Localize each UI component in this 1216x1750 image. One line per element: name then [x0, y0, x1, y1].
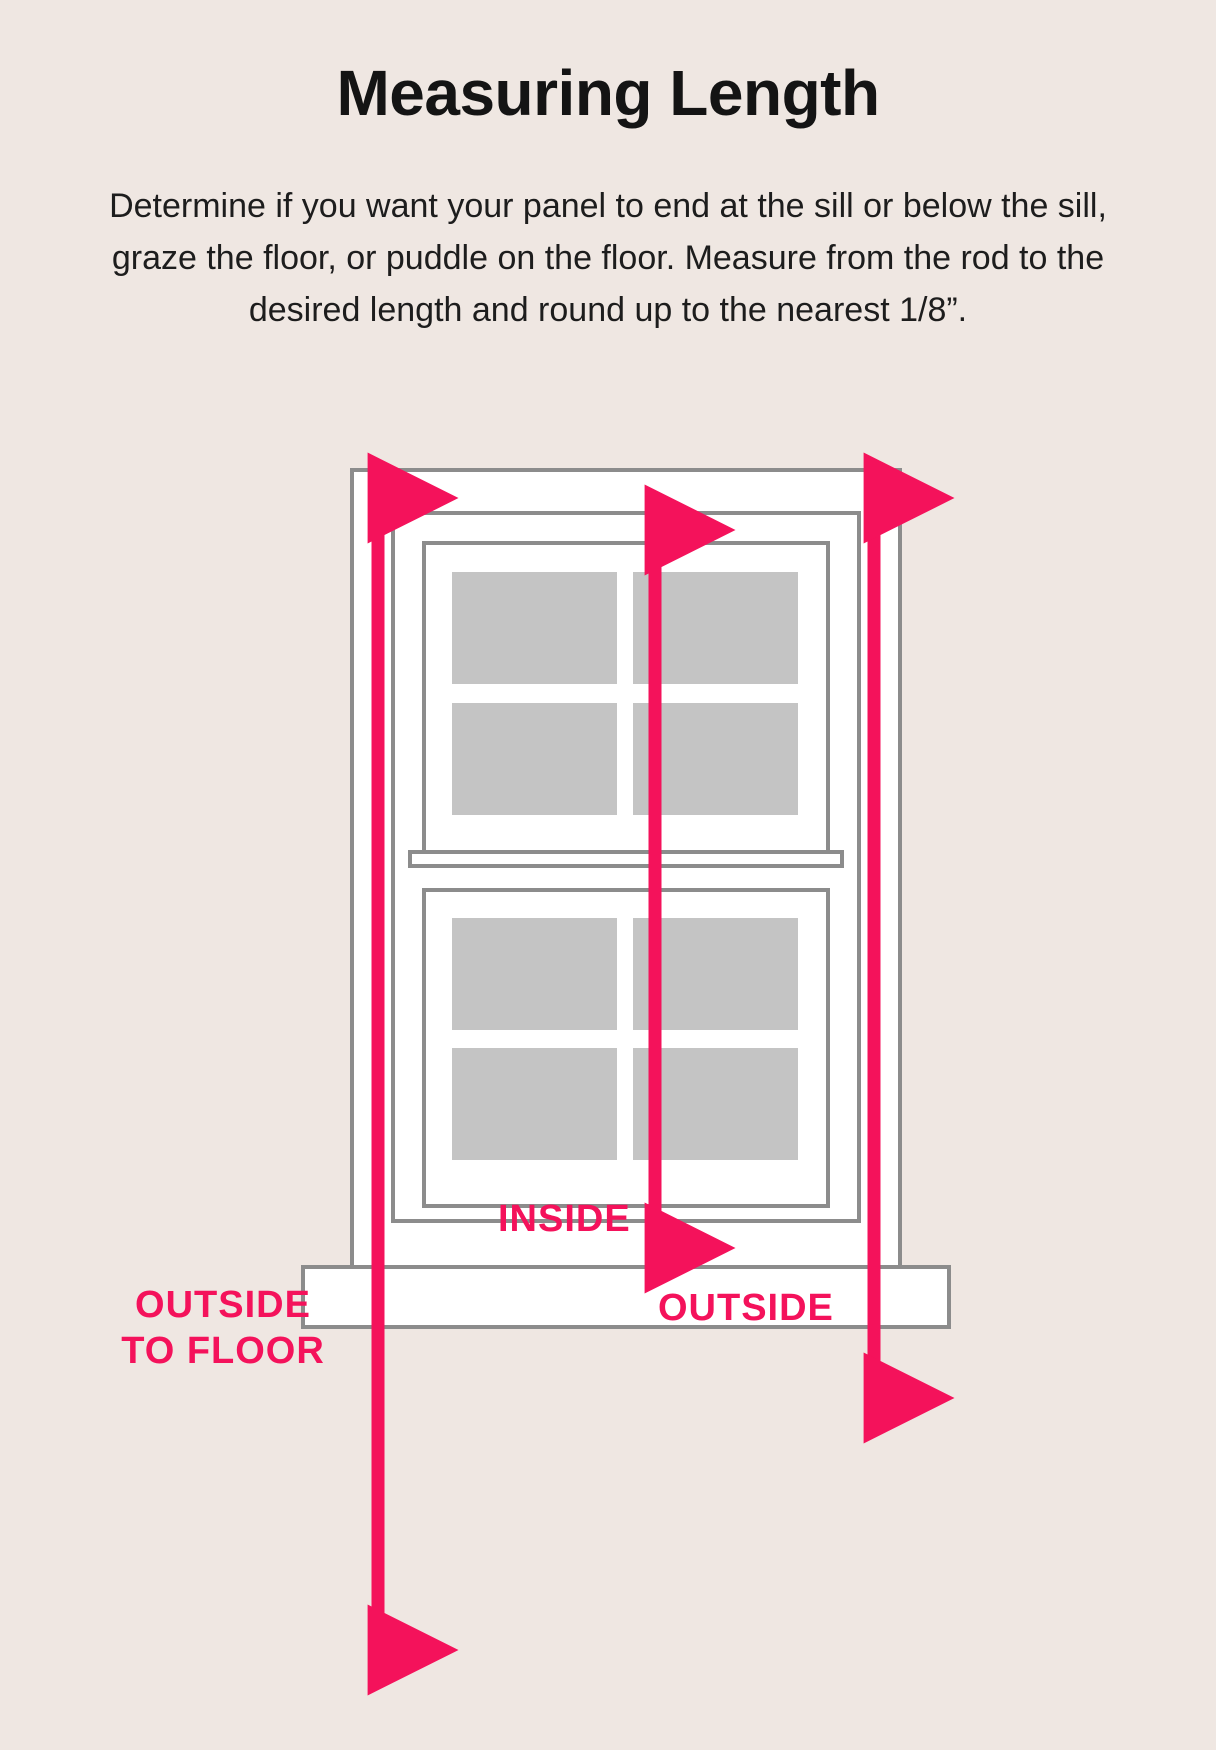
page-subtitle: Determine if you want your panel to end at the sill or below the sill, graze the floor, or puddle on the floor. Measure from the rod to the desired length and round up to the nearest 1/8”.	[109, 187, 1107, 329]
label-outside-to-floor	[73, 1282, 373, 1374]
label-outside-to-floor-line2: TO FLOOR	[121, 1330, 325, 1372]
window-meeting-rail	[410, 852, 842, 866]
label-outside-to-floor-line1: OUTSIDE	[135, 1284, 311, 1326]
window-upper-sash	[424, 543, 828, 859]
label-outside: OUTSIDE	[658, 1287, 834, 1329]
page-title: Measuring Length	[336, 57, 880, 129]
window-sill	[303, 1267, 949, 1327]
label-inside: INSIDE	[498, 1198, 631, 1240]
window-lower-sash	[424, 890, 828, 1206]
